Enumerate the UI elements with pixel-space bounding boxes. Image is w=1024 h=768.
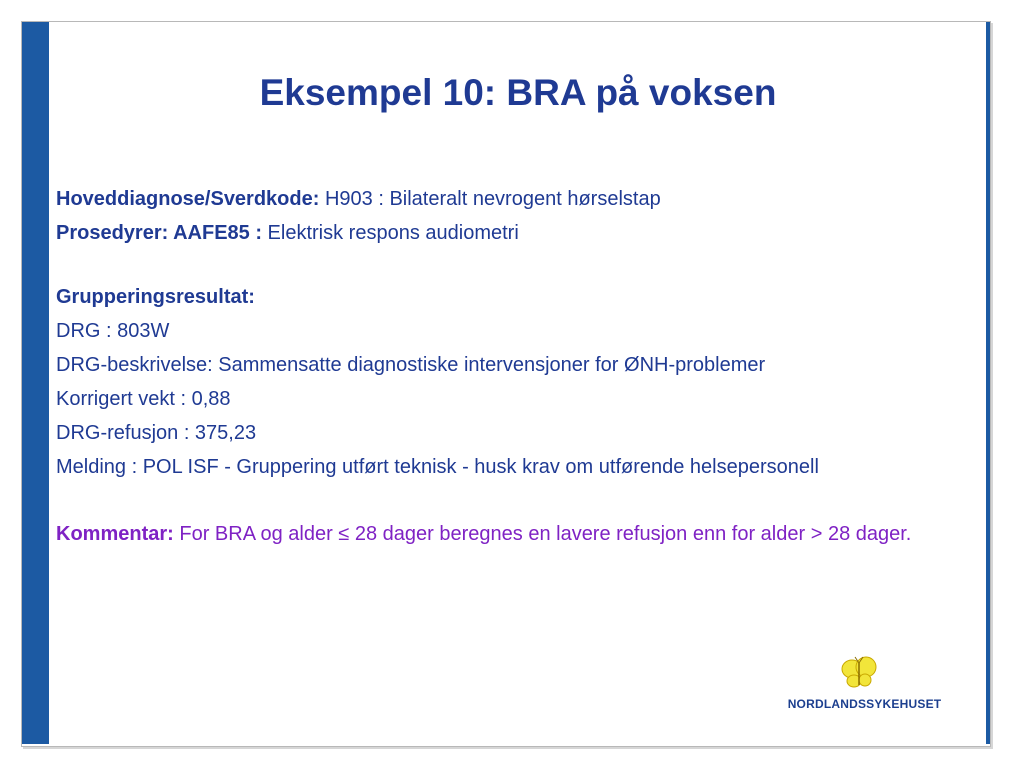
right-accent-bar [986, 22, 990, 744]
kommentar-line [56, 521, 976, 548]
spacer [56, 481, 976, 521]
kommentar-label: Kommentar: [56, 523, 174, 545]
logo-text: NORDLANDSSYKEHUSET [787, 697, 942, 711]
grupperingsresultat-heading: Grupperingsresultat: [56, 286, 255, 308]
melding-line: Melding : POL ISF - Gruppering utført teknisk - husk krav om utførende helsepersonell [56, 456, 819, 478]
hoveddiagnose-label: Hoveddiagnose/Sverdkode: [56, 188, 320, 210]
prosedyrer-value: Elektrisk respons audiometri [262, 222, 519, 244]
drg-line: DRG : 803W [56, 320, 170, 342]
drg-refusjon-line: DRG-refusjon : 375,23 [56, 422, 257, 444]
kommentar-text: For BRA og alder ≤ 28 dager beregnes en lavere refusjon enn for alder > 28 dager. [173, 523, 912, 545]
left-accent-bar [22, 22, 49, 744]
hoveddiagnose-line [56, 182, 976, 216]
hoveddiagnose-value: H903 : Bilateralt nevrogent hørselstap [319, 188, 661, 210]
prosedyrer-label: Prosedyrer: AAFE85 : [56, 222, 262, 244]
slide-body [56, 182, 976, 548]
prosedyrer-line [56, 216, 976, 250]
nordlandssykehuset-logo [782, 655, 952, 715]
spacer [56, 250, 976, 280]
butterfly-icon [839, 655, 879, 691]
slide-title: Eksempel 10: BRA på voksen [259, 72, 777, 113]
korrigert-vekt-line: Korrigert vekt : 0,88 [56, 388, 231, 410]
drg-beskrivelse-line: DRG-beskrivelse: Sammensatte diagnostiske intervensjoner for ØNH-problemer [56, 354, 766, 376]
